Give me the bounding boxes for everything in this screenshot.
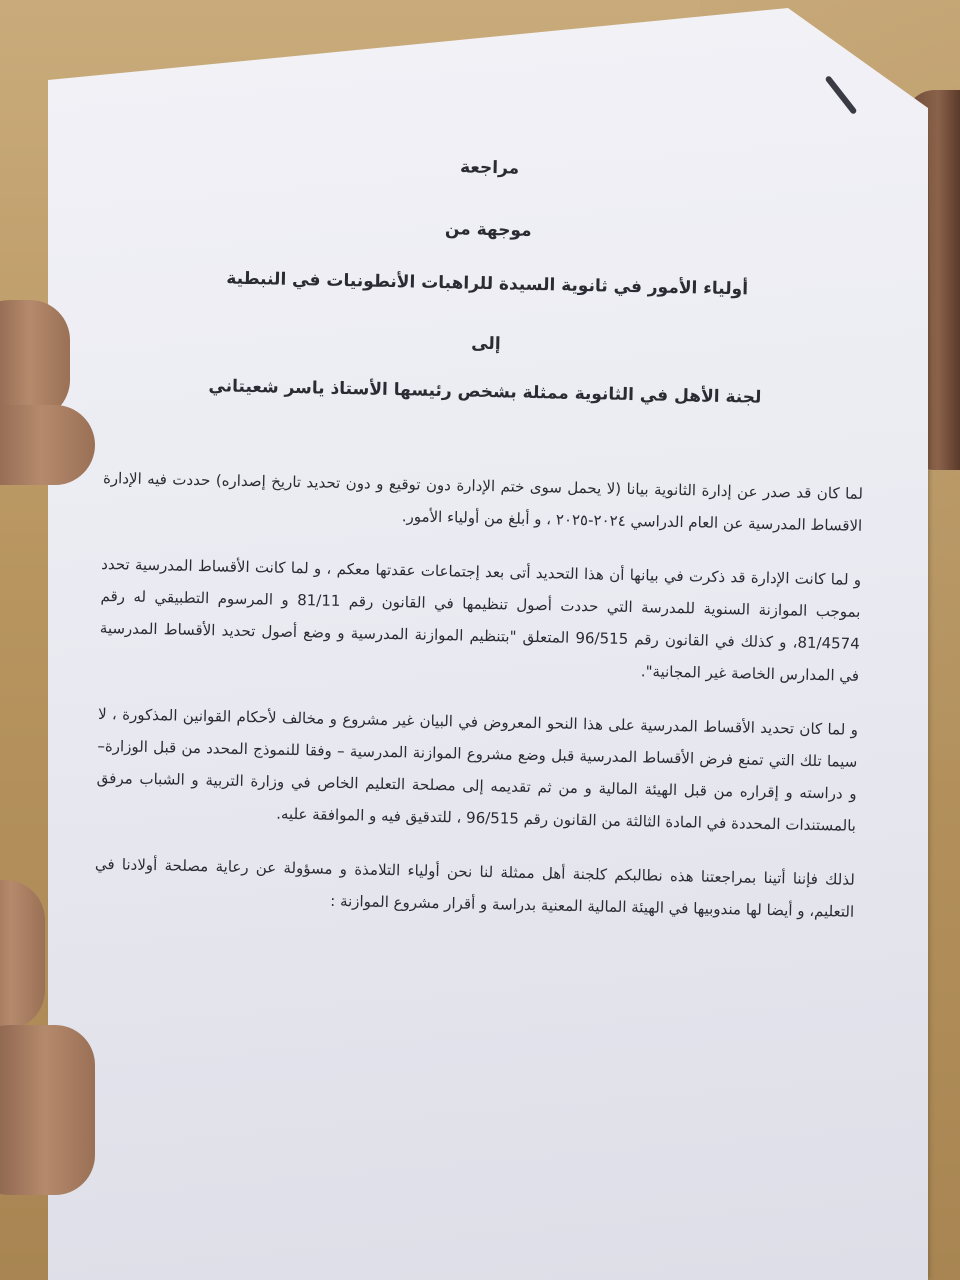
letter-body — [94, 462, 863, 928]
from-label: موجهة من — [444, 219, 532, 241]
paragraph-statement: لما كان قد صدر عن إدارة الثانوية بيانا (لا يحمل سوى ختم الإدارة دون توقيع و دون تحديد تاريخ إصداره) حددت فيه الإدارة الاقساط المدرسية عن العام الدراسي ٢٠٢٤-٢٠٢٥ ، و أبلغ من أولياء الأمور. — [102, 468, 864, 535]
paragraph-request: لذلك فإننا أتينا بمراجعتنا هذه نطالبكم كلجنة أهل ممثلة لنا نحن أولياء التلامذة و مسؤولة عن رعاية مصلحة أولادنا في التعليم، و أيضا لها مندوبيها في الهيئة المالية المعنية بدراسة و أقرار مشروع الموازنة : — [94, 854, 855, 921]
from-party: أولياء الأمور في ثانوية السيدة للراهبات الأنطونيات في النبطية — [226, 268, 749, 300]
to-party: لجنة الأهل في الثانوية ممثلة بشخص رئيسها الأستاذ ياسر شعيتاني — [208, 376, 762, 408]
to-label: إلى — [471, 333, 501, 355]
paragraph-illegality: و لما كان تحديد الأقساط المدرسية على هذا النحو المعروض في البيان غير مشروع و مخالف لأحكام القوانين المذكورة ، لا سيما تلك التي تمنع فرض الأقساط المدرسية قبل وضع مشروع الموازنة المدرسية – وفقا للنموذج المحدد من قبل الوزارة– و دراسته و إقراره من قبل الهيئة المالية و من ثم تقديمه إلى مصلحة التعليم الخاص في وزارة التربية و الشباب مرفق بالمستندات المحددة في المادة الثالثة من القانون رقم 96/515 ، للتدقيق فيه و الموافقة عليه. — [96, 704, 859, 835]
paragraph-budget-laws: و لما كانت الإدارة قد ذكرت في بيانها أن هذا التحديد أتى بعد إجتماعات عقدتها معكم ، و لما كانت الأقساط المدرسية تحدد بموجب الموازنة السنوية للمدرسة التي حددت أصول تنظيمها في القانون رقم 81/11 و المرسوم التطبيقي له رقم 81/4574، و كذلك في القانون رقم 96/515 المتعلق "بتنظيم الموازنة المدرسية و وضع أصول تحديد الأقساط المدرسية في المدارس الخاصة غير المجانية". — [99, 554, 862, 685]
letter-title: مراجعة — [459, 157, 520, 179]
finger-left-upper — [0, 405, 95, 485]
finger-left-middle — [0, 880, 45, 1030]
finger-left-lower — [0, 1025, 95, 1195]
thumb-top — [0, 300, 70, 420]
letter — [93, 142, 869, 950]
